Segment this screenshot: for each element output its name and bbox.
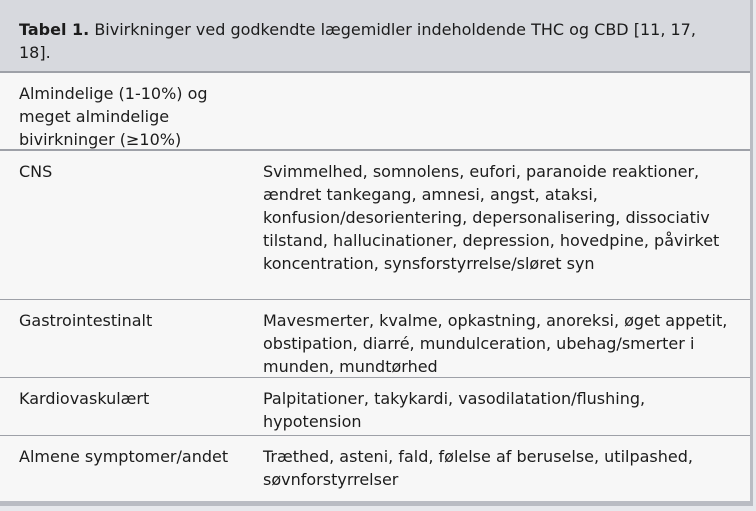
effects-cell: Svimmelhed, somnolens, eufori, paranoide reaktioner, ændret tankegang, amnesi, angst, ataksi, konfusion/desorientering, depersonalisering, dissociativ tilstand, hallucinationer, depression, hovedpine, påvirket koncentration, synsforstyrrelse/sløret syn (263, 162, 720, 273)
category-cell: Kardiovaskulært (19, 389, 150, 408)
caption-text: Bivirkninger ved godkendte lægemidler indeholdende THC og CBD [11, 17, 18]. (19, 20, 696, 62)
table-row (0, 300, 750, 378)
table-row (0, 436, 750, 496)
effects-cell: Træthed, asteni, fald, følelse af beruselse, utilpashed, søvnforstyrrelser (263, 447, 693, 489)
category-cell: Almene symptomer/andet (19, 447, 229, 466)
caption-label: Tabel 1. (19, 20, 90, 39)
table-row (0, 151, 750, 300)
table-row (0, 378, 750, 436)
table-caption (0, 0, 750, 73)
category-cell: Gastrointestinalt (19, 311, 153, 330)
category-cell: CNS (19, 162, 53, 181)
table-header-row (0, 73, 750, 151)
header-cell-frequency: Almindelige (1-10%) og meget almindelige bivirkninger (≥10%) (19, 84, 208, 149)
effects-cell: Mavesmerter, kvalme, opkastning, anoreksi, øget appetit, obstipation, diarré, mundulceration, ubehag/smerter i munden, mundtørhed (263, 311, 728, 376)
effects-cell: Palpitationer, takykardi, vasodilatation/flushing, hypotension (263, 389, 646, 431)
header-cell-empty (263, 82, 750, 149)
